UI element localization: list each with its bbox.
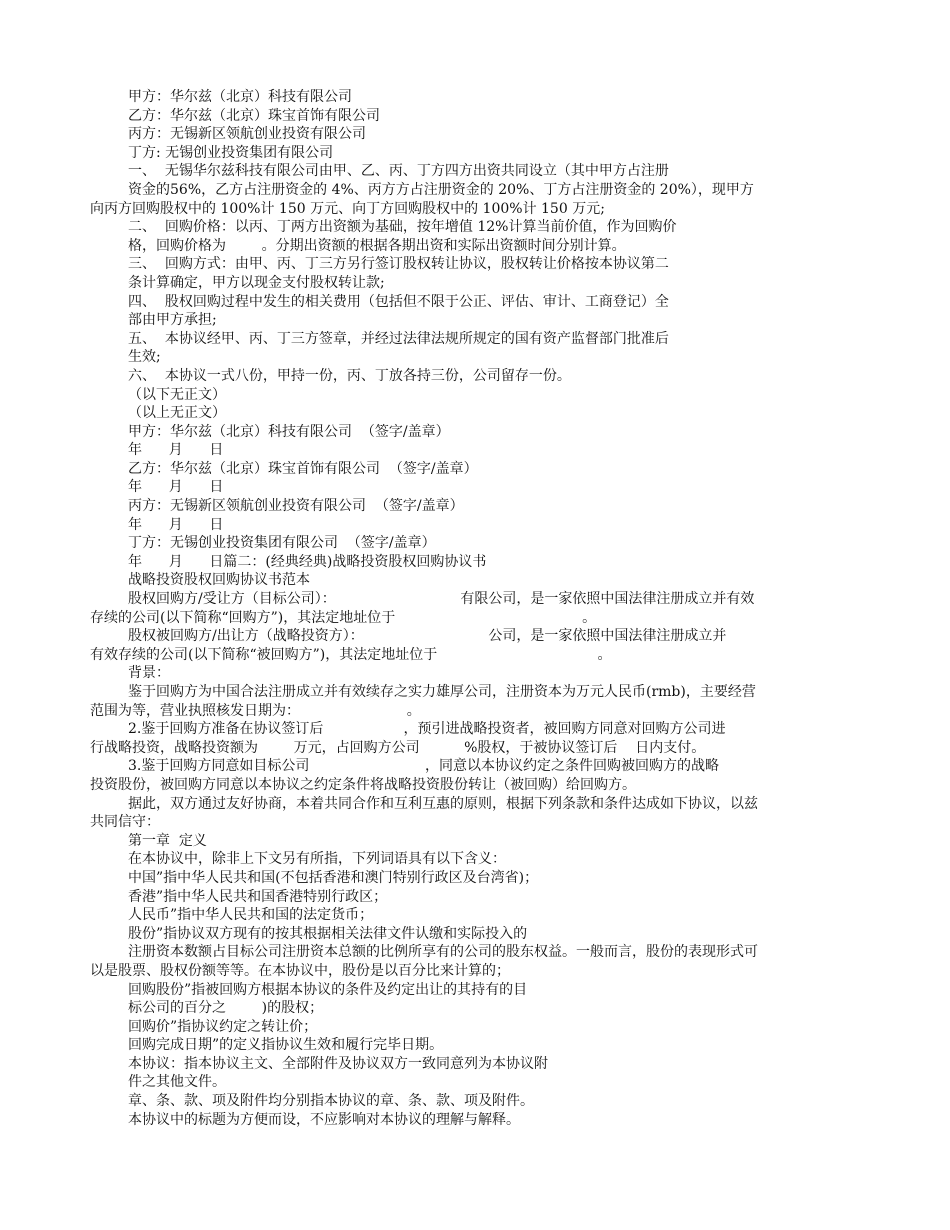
text-line: 丁方: 无锡创业投资集团有限公司 — [128, 144, 334, 161]
text-line: 中国”指中华人民共和国(不包括香港和澳门特别行政区及台湾省)； — [128, 869, 539, 886]
text-line: 本协议：指本协议主文、全部附件及协议双方一致同意列为本协议附 — [128, 1055, 548, 1072]
document-body — [0, 88, 950, 1129]
text-line: 甲方：华尔兹（北京）科技有限公司 — [128, 89, 352, 105]
text-line: 以是股票、股权份额等等。在本协议中，股份是以百分比来计算的； — [90, 962, 510, 979]
text-line: （以下无正文） — [128, 386, 226, 403]
text-line: 丙方：无锡新区领航创业投资有限公司 — [128, 126, 366, 143]
text-line: 六、 本协议一式八份，甲持一份，丙、丁放各持三份，公司留存一份。 — [128, 367, 571, 384]
text-line: 鉴于回购方为中国合法注册成立并有效续存之实力雄厚公司，注册资本为万元人民币(rmb)，主要经营 — [128, 684, 756, 700]
text-line: 生效; — [128, 349, 161, 366]
text-line: 投资股份，被回购方同意以本协议之约定条件将战略投资股份转让（被回购）给回购方。 — [90, 776, 636, 793]
text-line: 年 月 日 — [128, 479, 224, 496]
text-line: 章、条、款、项及附件均分别指本协议的章、条、款、项及附件。 — [128, 1093, 534, 1110]
text-line: 丙方：无锡新区领航创业投资有限公司 （签字/盖章） — [128, 498, 464, 515]
text-line: 回购价”指协议约定之转让价； — [128, 1018, 318, 1035]
text-line: 标公司的百分之 )的股权； — [128, 1000, 324, 1017]
text-line: 在本协议中，除非上下文另有所指，下列词语具有以下含义： — [128, 851, 506, 868]
text-line: 3.鉴于回购方同意如目标公司 ，同意以本协议约定之条件回购被回购方的战略 — [128, 758, 720, 775]
text-line: 行战略投资，战略投资额为 万元，占回购方公司 %股权，于被协议签订后 日内支付。 — [90, 739, 706, 756]
text-line: 存续的公司(以下简称“回购方”)，其法定地址位于 。 — [90, 609, 597, 626]
text-line: 年 月 日篇二：(经典经典)战略投资股权回购协议书 — [128, 553, 487, 570]
text-line: 股权被回购方/出让方（战略投资方）： 公司，是一家依照中国法律注册成立并 — [128, 628, 727, 645]
text-line: 年 月 日 — [128, 516, 224, 533]
text-line: 战略投资股权回购协议书范本 — [128, 572, 310, 589]
text-line: 部由甲方承担; — [128, 312, 217, 329]
text-line: 件之其他文件。 — [128, 1074, 226, 1091]
text-line: 据此，双方通过友好协商，本着共同合作和互利互惠的原则，根据下列条款和条件达成如下协议，以兹 — [128, 795, 758, 812]
text-line: 甲方：华尔兹（北京）科技有限公司 （签字/盖章） — [128, 423, 450, 440]
text-line: 乙方：华尔兹（北京）珠宝首饰有限公司 — [128, 107, 380, 124]
text-line: 背景： — [128, 665, 170, 682]
text-line: 条计算确定，甲方以现金支付股权转让款; — [128, 274, 385, 291]
text-line: 向丙方回购股权中的 100%计 150 万元、向丁方回购股权中的 100%计 150 万元; — [90, 200, 605, 217]
text-line: 资金的56%，乙方占注册资金的 4%、丙方方占注册资金的 20%、丁方占注册资金的 20%），现甲方 — [128, 181, 754, 198]
text-line: 四、 股权回购过程中发生的相关费用（包括但不限于公正、评估、审计、工商登记）全 — [128, 293, 669, 310]
text-line: 香港”指中华人民共和国香港特别行政区； — [128, 888, 388, 905]
text-line: 本协议中的标题为方便而设，不应影响对本协议的理解与解释。 — [128, 1111, 520, 1128]
text-line: 回购完成日期”的定义指协议生效和履行完毕日期。 — [128, 1037, 444, 1054]
text-line: 格，回购价格为 。分期出资额的根据各期出资和实际出资额时间分别计算。 — [128, 237, 626, 254]
text-line: 注册资本数额占目标公司注册资本总额的比例所享有的公司的股东权益。一般而言，股份的表现形式可 — [128, 944, 758, 961]
text-line: （以上无正文） — [128, 405, 226, 422]
text-line: 第一章 定义 — [128, 832, 207, 849]
text-line: 股权回购方/受让方（目标公司）： 有限公司，是一家依照中国法律注册成立并有效 — [128, 591, 755, 608]
text-line: 股份”指协议双方现有的按其根据相关法律文件认缴和实际投入的 — [128, 925, 528, 942]
text-line: 人民币”指中华人民共和国的法定货币； — [128, 907, 374, 924]
text-line: 共同信守： — [90, 814, 160, 831]
text-line: 乙方：华尔兹（北京）珠宝首饰有限公司 （签字/盖章） — [128, 460, 478, 477]
text-line: 年 月 日 — [128, 442, 224, 459]
top-margin — [0, 0, 950, 88]
text-line: 二、 回购价格：以丙、丁两方出资额为基础，按年增值 12%计算当前价值，作为回购价 — [128, 219, 677, 236]
text-line: 五、 本协议经甲、丙、丁三方签章，并经过法律法规所规定的国有资产监督部门批准后 — [128, 330, 669, 347]
text-line: 三、 回购方式：由甲、丙、丁三方另行签订股权转让协议，股权转让价格按本协议第二 — [128, 256, 669, 273]
text-line: 范围为等，营业执照核发日期为： 。 — [90, 702, 421, 719]
text-line: 有效存续的公司(以下简称“被回购方”)，其法定地址位于 。 — [90, 646, 612, 663]
text-line: 2.鉴于回购方准备在协议签订后 ，预引进战略投资者，被回购方同意对回购方公司进 — [128, 721, 726, 738]
text-line: 一、 无锡华尔兹科技有限公司由甲、乙、丙、丁方四方出资共同设立（其中甲方占注册 — [128, 163, 669, 180]
text-line: 回购股份”指被回购方根据本协议的条件及约定出让的其持有的目 — [128, 981, 528, 998]
text-line: 丁方：无锡创业投资集团有限公司 （签字/盖章） — [128, 535, 436, 552]
